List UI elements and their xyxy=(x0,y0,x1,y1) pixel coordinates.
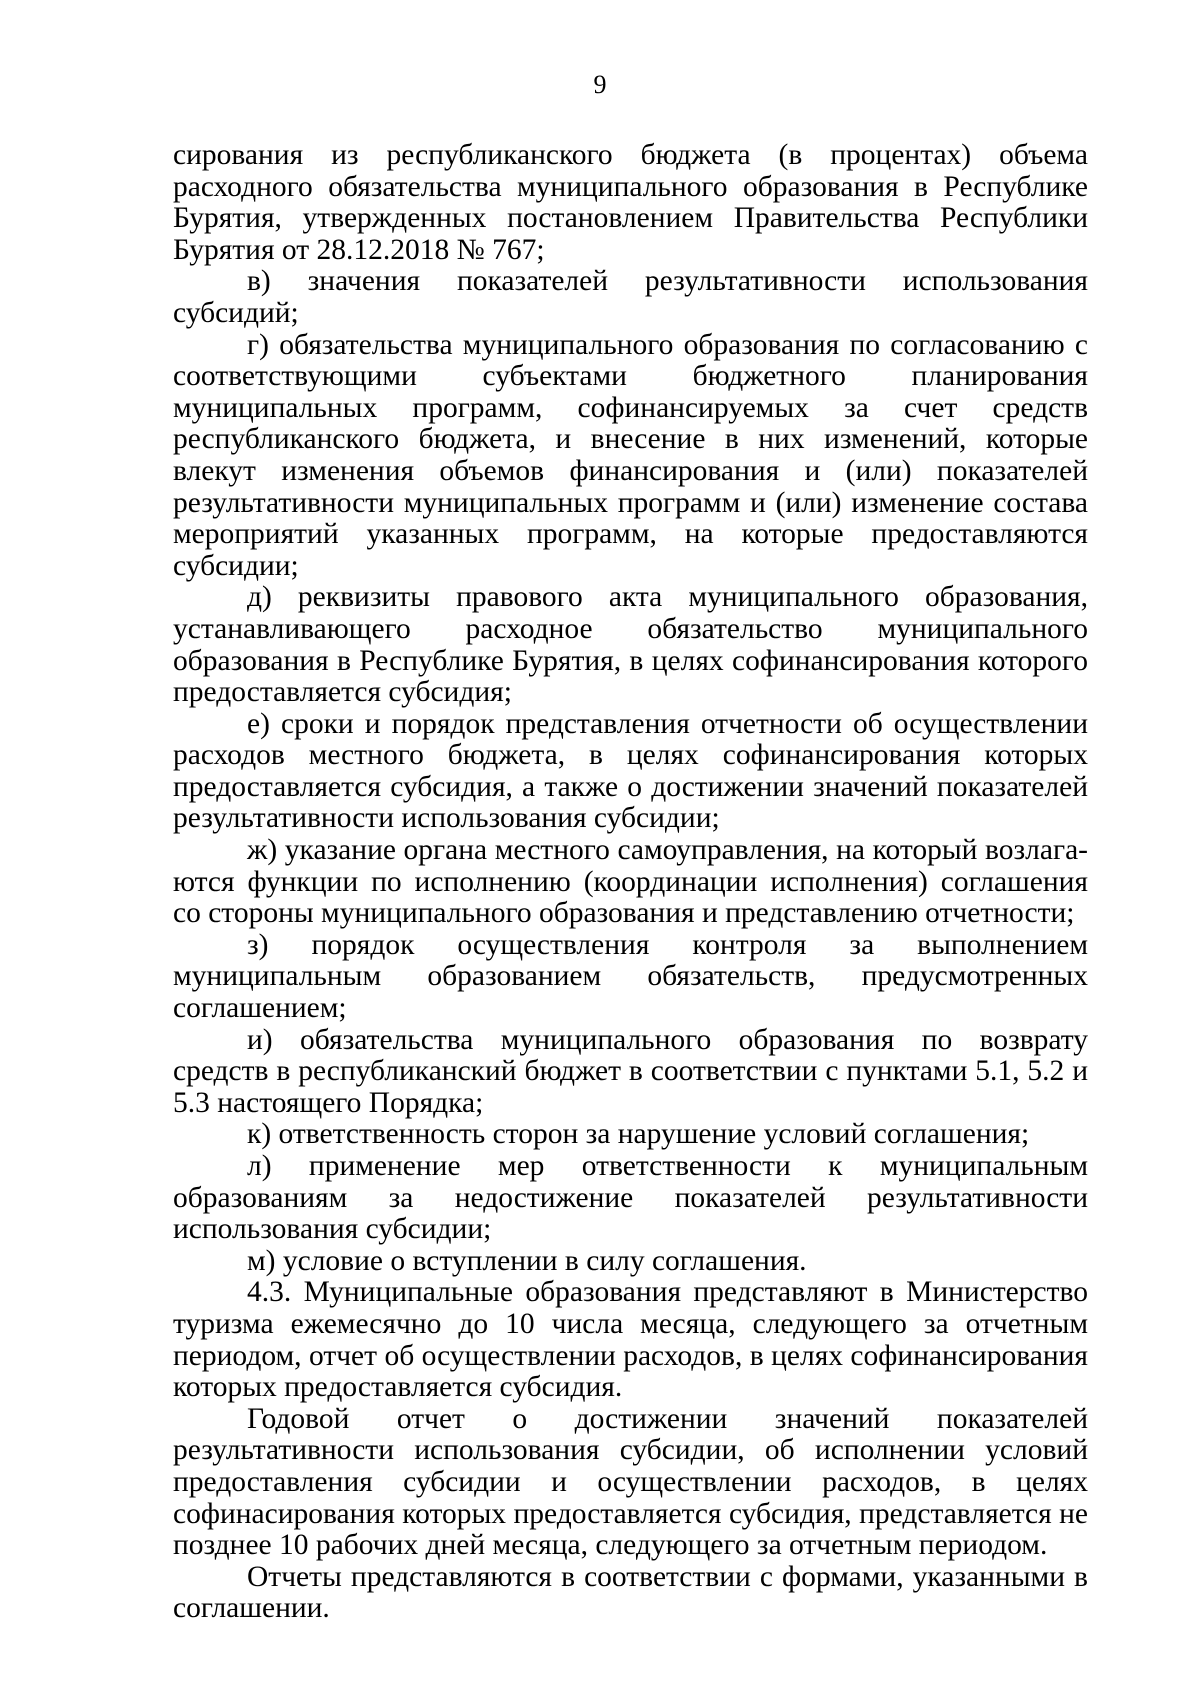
page-number: 9 xyxy=(593,70,607,99)
paragraph-item-m: м) условие о вступлении в силу соглашения. xyxy=(247,1244,807,1277)
paragraph-item-i: и) обязательства муниципального образования по возврату средств в республиканский бюджет в соответствии с пунктами 5.1, 5.2 и 5.3 настоящего Порядка; xyxy=(173,1023,1088,1119)
paragraph-item-v: в) значения показателей результативности использования субсидий; xyxy=(173,265,1088,329)
paragraph-item-z: з) порядок осуществления контроля за выполнением муниципальным образованием обязательств, предусмотренных соглашением; xyxy=(173,928,1088,1025)
document-body xyxy=(173,140,1088,1625)
paragraph-continuation: сирования из республиканского бюджета (в процентах) объема расходного обязательства муниципального образования в Республике Бурятия, утвержденных постановлением Правительства Республики Бурятия от 28.12.2018 № 767; xyxy=(173,139,1088,266)
paragraph-item-e: е) сроки и порядок представления отчетности об осуществлении расходов местного бюджета, в целях софинансирования которых предоставляется субсидия, а также о достижении значений показателей результативности использования субсидии; xyxy=(173,707,1088,835)
paragraph-item-g: г) обязательства муниципального образования по согласованию с соответствующими субъектами бюджетного планирования муниципальных программ, софинансируемых за счет средств республиканского бюджета, и внесение в них изменений, которые влекут изменения объемов финансирования и (или) показателей результативности муниципальных программ и (или) изменение состава мероприятий указанных программ, на которые предоставляются субсидии; xyxy=(173,328,1088,582)
paragraph-item-k: к) ответственность сторон за нарушение условий соглашения; xyxy=(247,1118,1030,1151)
paragraph-item-d: д) реквизиты правового акта муниципального образования, устанавливающего расходное обязательство муниципального образования в Республике Бурятия, в целях софинансирования которого предоставляется субсидия; xyxy=(173,581,1088,709)
paragraph-section-4-3: 4.3. Муниципальные образования представляют в Министерство туризма ежемесячно до 10 числа месяца, следующего за отчетным периодом, отчет об осуществлении расходов, в целях софинансирования которых предоставляется субсидия. xyxy=(173,1276,1088,1404)
paragraph-report-forms: Отчеты представляются в соответствии с формами, указанными в соглашении. xyxy=(173,1560,1088,1625)
paragraph-item-zh: ж) указание органа местного самоуправления, на который возлагаются функции по исполнению (координации исполнения) соглашения со стороны муниципального образования и представлению отчетности; xyxy=(173,834,1088,930)
paragraph-item-l: л) применение мер ответственности к муниципальным образованиям за недостижение показателей результативности использования субсидии; xyxy=(173,1150,1088,1246)
paragraph-annual-report: Годовой отчет о достижении значений показателей результативности использования субсидии, об исполнении условий предоставления субсидии и осуществлении расходов, в целях софинасирования которых предоставляется субсидия, представляется не позднее 10 рабочих дней месяца, следующего за отчетным периодом. xyxy=(173,1402,1088,1562)
